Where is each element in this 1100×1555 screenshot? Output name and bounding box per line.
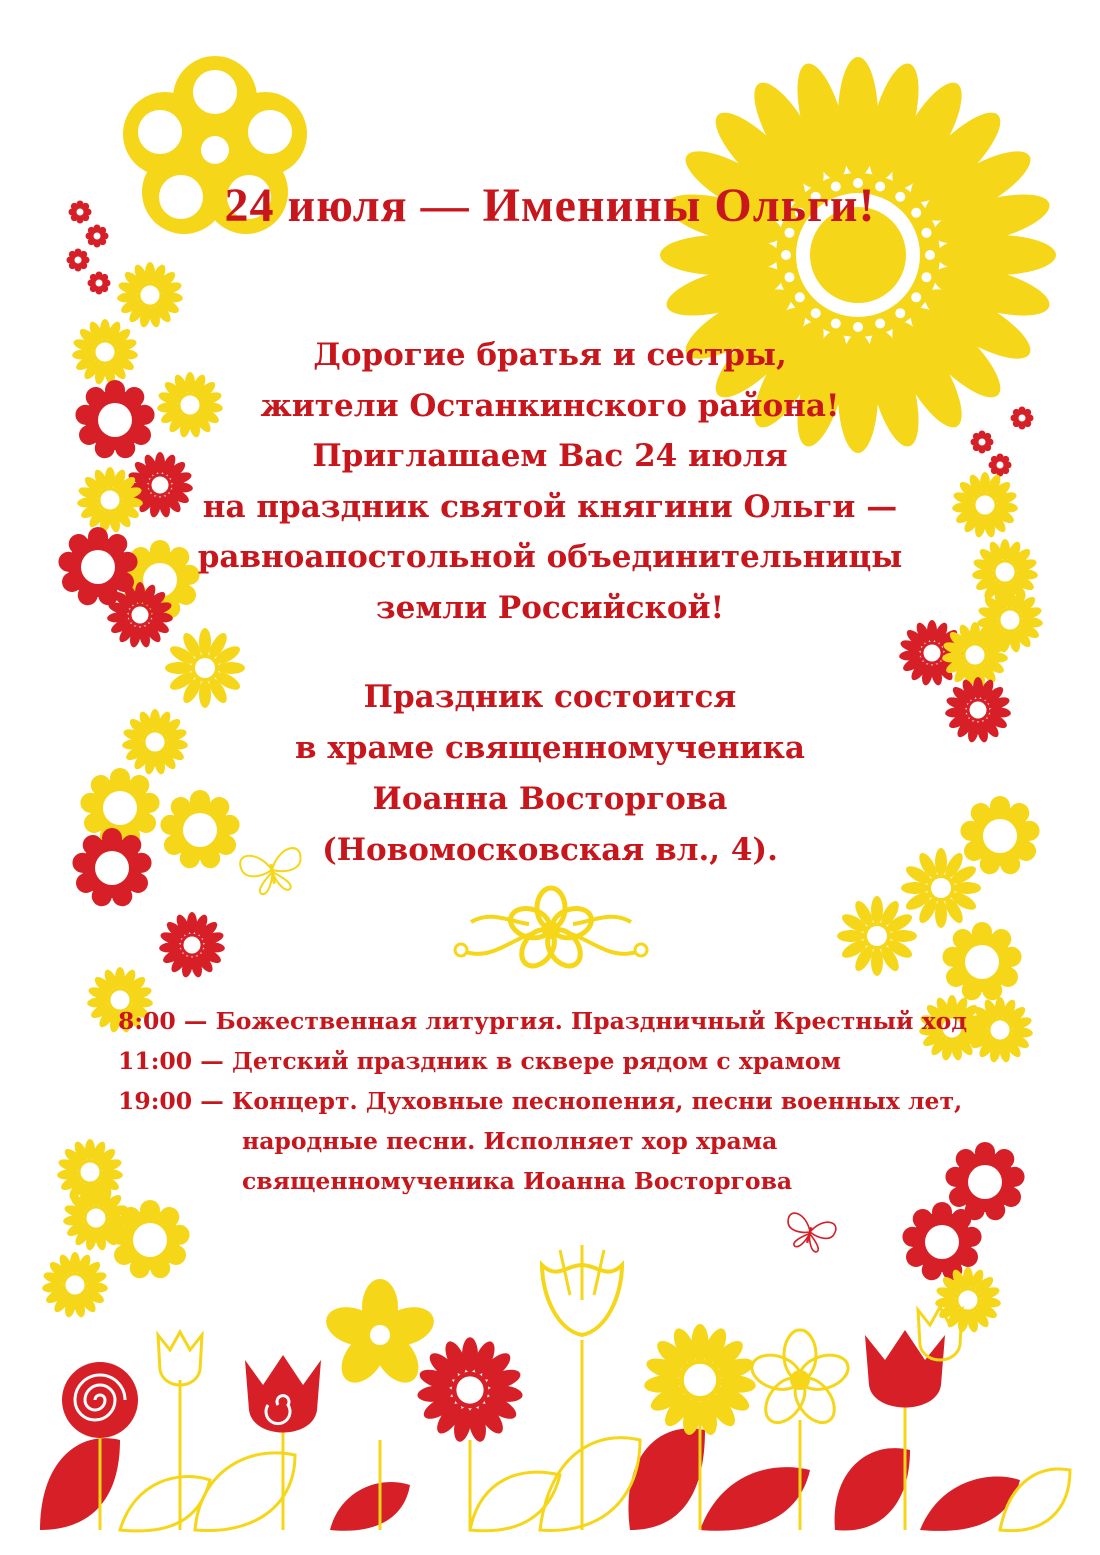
schedule-item: 11:00 — Детский праздник в сквере рядом с храмом [118, 1047, 842, 1075]
invitation-line: равноапостольной объединительницы [197, 539, 903, 575]
schedule-time: 19:00 [118, 1087, 193, 1115]
invitation-line: Приглашаем Вас 24 июля [312, 438, 788, 474]
schedule-item: 8:00 — Божественная литургия. Праздничный Крестный ход [118, 1007, 968, 1035]
butterfly-icon [782, 1212, 837, 1256]
venue-line: (Новомосковская вл., 4). [322, 832, 778, 868]
invitation-line: земли Российской! [375, 589, 725, 626]
schedule-continuation: священномученика Иоанна Восторгова [242, 1167, 793, 1195]
invitation-text [180, 330, 920, 633]
schedule-text: Детский праздник в сквере рядом с храмом [231, 1047, 842, 1075]
invitation-line: Дорогие братья и сестры, [313, 337, 787, 373]
ornament-flower-icon [455, 888, 647, 972]
venue-line: Иоанна Восторгова [372, 781, 728, 817]
schedule-text: Концерт. Духовные песнопения, песни военных лет, [231, 1087, 963, 1115]
schedule-continuation: народные песни. Исполняет хор храма [242, 1127, 778, 1155]
schedule-time: 11:00 [118, 1047, 193, 1075]
invitation-line: на праздник святой княгини Ольги — [202, 488, 898, 525]
schedule [118, 1001, 998, 1201]
schedule-text: Божественная литургия. Праздничный Крестный ход [215, 1007, 968, 1035]
venue-line: Праздник состоится [363, 679, 737, 715]
page-title: 24 июля — Именины Ольги! [224, 179, 876, 232]
schedule-item: 19:00 — Концерт. Духовные песнопения, песни военных лет, [118, 1087, 963, 1115]
invitation-line: жители Останкинского района! [260, 387, 840, 424]
venue-line: в храме священномученика [294, 730, 805, 766]
garden-border [40, 1245, 1070, 1531]
venue-text [180, 672, 920, 876]
schedule-time: 8:00 [118, 1007, 176, 1035]
